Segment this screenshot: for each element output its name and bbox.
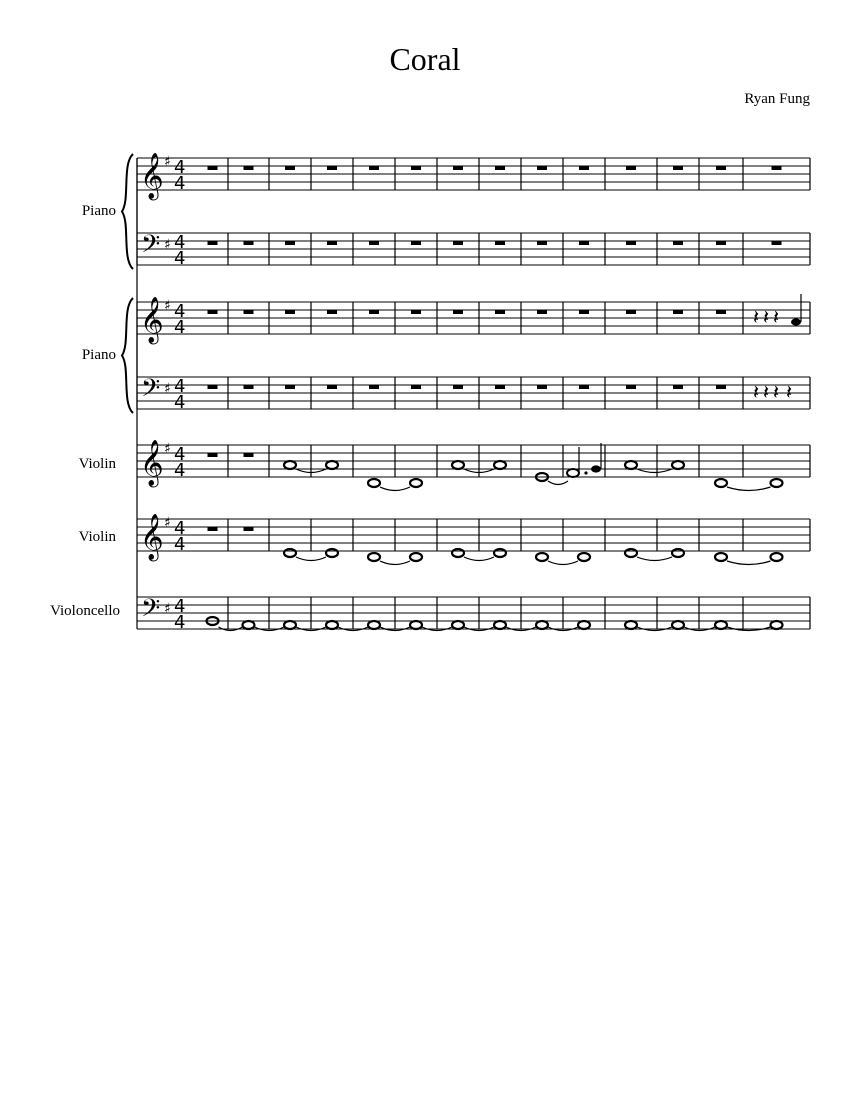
time-signature-denominator: 4 [174,317,186,338]
whole-note [326,461,338,469]
whole-note [715,479,727,487]
time-signature-denominator: 4 [174,534,186,555]
sharp-icon: ♯ [164,441,171,457]
score-title: Coral [389,41,461,77]
bass-clef-icon: 𝄢 [141,594,161,629]
sharp-icon: ♯ [164,237,171,253]
whole-rest [537,241,547,245]
whole-rest [208,385,218,389]
piano-brace [122,154,133,269]
whole-rest [453,310,463,314]
whole-note [672,621,684,629]
time-signature-denominator: 4 [174,392,186,413]
tie [727,561,771,565]
tie [637,469,672,473]
quarter-rest: 𝄽 [763,305,770,329]
whole-rest [369,385,379,389]
whole-note [410,553,422,561]
tie [548,481,568,485]
whole-note [284,621,296,629]
whole-rest [453,241,463,245]
treble-clef-icon: 𝄞 [140,440,164,486]
sharp-icon: ♯ [164,154,171,170]
whole-rest [285,385,295,389]
whole-note [368,553,380,561]
whole-note [284,549,296,557]
whole-rest [453,166,463,170]
time-signature-numerator: 4 [174,301,186,322]
time-signature-denominator: 4 [174,460,186,481]
whole-rest [327,385,337,389]
treble-clef-icon: 𝄞 [140,514,164,560]
whole-note [672,549,684,557]
whole-note [771,479,783,487]
dotted-half-note [567,469,579,477]
whole-note [243,621,255,629]
whole-rest [673,241,683,245]
tie [380,487,410,491]
whole-rest [453,385,463,389]
treble-clef-icon: 𝄞 [140,153,164,199]
whole-rest [244,385,254,389]
whole-note [771,621,783,629]
time-signature-denominator: 4 [174,173,186,194]
whole-rest [626,385,636,389]
bass-clef-icon: 𝄢 [141,230,161,265]
whole-rest [537,310,547,314]
whole-rest [495,385,505,389]
whole-rest [673,166,683,170]
whole-note [536,621,548,629]
whole-note [578,621,590,629]
quarter-rest: 𝄽 [786,380,793,404]
sharp-icon: ♯ [164,515,171,531]
whole-note [536,553,548,561]
whole-rest [208,241,218,245]
whole-rest [244,453,254,457]
whole-note [410,479,422,487]
whole-rest [369,241,379,245]
time-signature-numerator: 4 [174,518,186,539]
time-signature-denominator: 4 [174,612,186,633]
whole-note [672,461,684,469]
whole-rest [244,241,254,245]
tie [637,557,672,561]
part-label-violin-1: Violin [78,456,116,472]
whole-rest [369,166,379,170]
whole-note [452,461,464,469]
part-label-piano-1: Piano [81,203,116,219]
whole-rest [327,166,337,170]
whole-note [452,621,464,629]
whole-rest [537,166,547,170]
whole-rest [772,241,782,245]
whole-rest [673,385,683,389]
sharp-icon: ♯ [164,298,171,314]
whole-rest [626,166,636,170]
whole-rest [626,310,636,314]
whole-rest [579,166,589,170]
whole-rest [285,310,295,314]
whole-rest [579,310,589,314]
whole-note [410,621,422,629]
whole-note [625,549,637,557]
whole-note [284,461,296,469]
time-signature-numerator: 4 [174,444,186,465]
whole-note [368,479,380,487]
whole-note [494,461,506,469]
whole-note [625,461,637,469]
whole-rest [285,166,295,170]
sharp-icon: ♯ [164,601,171,617]
part-label-piano-2: Piano [81,347,116,363]
quarter-rest: 𝄽 [773,305,780,329]
time-signature-numerator: 4 [174,376,186,397]
whole-note [578,553,590,561]
whole-rest [411,241,421,245]
whole-rest [411,166,421,170]
quarter-note [791,318,801,325]
whole-note [771,553,783,561]
bass-clef-icon: 𝄢 [141,374,161,409]
whole-rest [208,166,218,170]
whole-rest [495,310,505,314]
tie [548,561,578,565]
tie [296,557,326,561]
whole-rest [716,241,726,245]
quarter-rest: 𝄽 [763,380,770,404]
whole-rest [716,166,726,170]
whole-note [326,549,338,557]
whole-rest [495,166,505,170]
whole-rest [673,310,683,314]
part-label-violoncello: Violoncello [50,603,120,619]
whole-rest [369,310,379,314]
quarter-note [591,465,601,472]
part-label-violin-2: Violin [78,529,116,545]
whole-note [715,553,727,561]
augmentation-dot [584,471,587,474]
sharp-icon: ♯ [164,381,171,397]
composer-name: Ryan Fung [744,91,810,107]
whole-rest [411,385,421,389]
tie [464,557,494,561]
whole-rest [411,310,421,314]
quarter-rest: 𝄽 [753,380,760,404]
whole-rest [626,241,636,245]
whole-note [494,621,506,629]
whole-rest [285,241,295,245]
time-signature-numerator: 4 [174,596,186,617]
tie [380,561,410,565]
whole-rest [537,385,547,389]
whole-rest [327,241,337,245]
whole-rest [244,166,254,170]
whole-rest [772,166,782,170]
quarter-rest: 𝄽 [753,305,760,329]
whole-rest [716,310,726,314]
whole-rest [208,453,218,457]
whole-note [452,549,464,557]
whole-rest [495,241,505,245]
whole-rest [579,385,589,389]
quarter-rest: 𝄽 [773,380,780,404]
time-signature-denominator: 4 [174,248,186,269]
whole-rest [244,310,254,314]
time-signature-numerator: 4 [174,232,186,253]
time-signature-numerator: 4 [174,157,186,178]
treble-clef-icon: 𝄞 [140,297,164,343]
whole-note [326,621,338,629]
whole-note [368,621,380,629]
whole-note [494,549,506,557]
whole-note [625,621,637,629]
whole-rest [208,527,218,531]
whole-rest [208,310,218,314]
piano-brace [122,298,133,413]
whole-rest [716,385,726,389]
whole-note [715,621,727,629]
whole-rest [579,241,589,245]
whole-rest [327,310,337,314]
tie [727,487,771,491]
whole-rest [244,527,254,531]
